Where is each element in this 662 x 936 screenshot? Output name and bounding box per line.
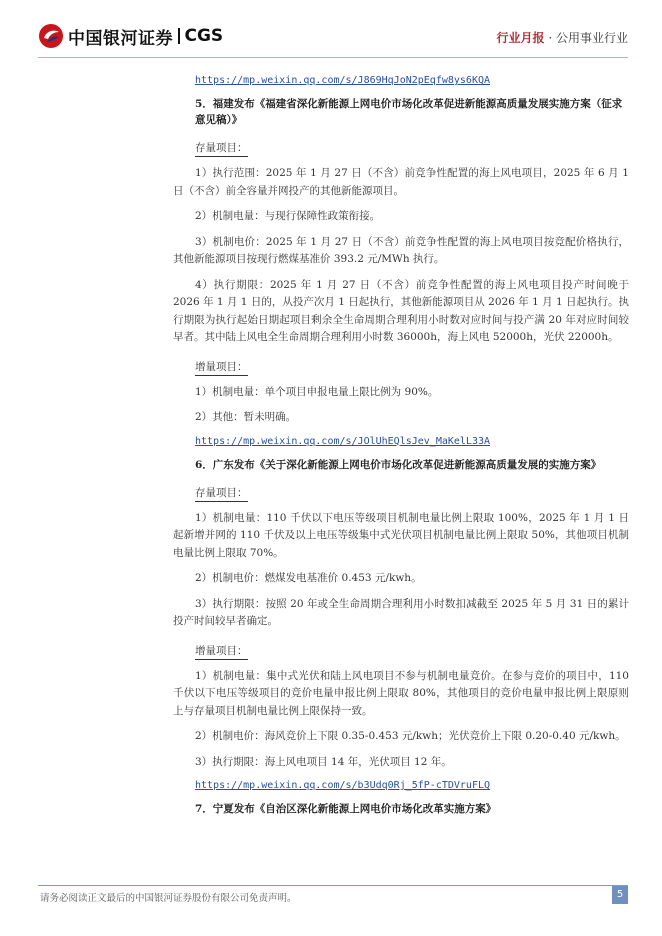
industry-name: 公用事业行业	[555, 31, 628, 45]
paragraph: 4）执行期限：2025 年 1 月 27 日（不含）前竞争性配置的海上风电项目投产时间晚于 2026 年 1 月 1 日的，从投产次月 1 日起执行，其他新能源项目从 2026 年 1 月 1 日起执行。执行期限为执行起始日期起项目剩余全生命周期合理利用小时数对应时间与投产满 20 年对应时间较早者。其中陆上风电全生命周期合理利用小时数 36000h，海上风电 52000h，光伏 22000h。	[173, 278, 629, 343]
source-link[interactable]: https://mp.weixin.qq.com/s/b3Udq0Rj_5fP-cTDVruFLQ	[195, 780, 491, 791]
paragraph: 3）机制电价：2025 年 1 月 27 日（不含）前竞争性配置的海上风电项目按竞配价格执行，其他新能源项目按现行燃煤基准价 393.2 元/MWh 执行。	[173, 235, 629, 265]
page-header	[0, 0, 662, 60]
header-divider	[38, 57, 628, 58]
paragraph: 1）机制电量：单个项目申报电量上限比例为 90%。	[195, 385, 439, 398]
company-logo	[38, 22, 223, 50]
section-heading: 7．宁夏发布《自治区深化新能源上网电价市场化改革实施方案》	[195, 803, 497, 815]
report-type: 行业月报	[496, 31, 545, 45]
source-link[interactable]: https://mp.weixin.qq.com/s/JOlUhEQlsJev_MaKelL33A	[195, 435, 491, 447]
page-number: 5	[612, 886, 628, 904]
logo-divider	[178, 28, 180, 44]
subsection-heading: 存量项目：	[195, 486, 248, 502]
section-heading: 5．福建发布《福建省深化新能源上网电价市场化改革促进新能源高质量发展实施方案（征求意见稿）》	[195, 98, 623, 126]
paragraph: 1）执行范围：2025 年 1 月 27 日（不含）前竞争性配置的海上风电项目，2025 年 6 月 1 日（不含）前全容量并网投产的其他新能源项目。	[173, 167, 629, 197]
subsection-heading: 增量项目：	[195, 360, 248, 376]
section-heading: 6．广东发布《关于深化新能源上网电价市场化改革促进新能源高质量发展的实施方案》	[195, 458, 602, 471]
subsection-heading: 增量项目：	[195, 644, 248, 660]
paragraph: 1）机制电量：110 千伏以下电压等级项目机制电量比例上限取 100%，2025 年 1 月 1 日起新增并网的 110 千伏及以上电压等级集中式光伏项目机制电量比例上限取 50%，其他项目机制电量比例上限取 70%。	[173, 511, 629, 559]
subsection-heading: 存量项目：	[195, 141, 248, 157]
footer-divider	[38, 885, 628, 886]
logo-english-text: CGS	[184, 26, 224, 46]
logo-chinese-text: 中国银河证券	[68, 28, 173, 49]
paragraph: 2）机制电价：燃煤发电基准价 0.453 元/kwh。	[195, 572, 422, 584]
paragraph: 2）机制电价：海风竞价上下限 0.35-0.453 元/kwh；光伏竞价上下限 0.20-0.40 元/kwh。	[195, 730, 626, 742]
paragraph: 3）执行期限：海上风电项目 14 年，光伏项目 12 年。	[195, 755, 452, 768]
header-separator: ·	[548, 31, 553, 45]
paragraph: 2）其他：暂未明确。	[195, 411, 297, 423]
source-link[interactable]: https://mp.weixin.qq.com/s/J869HqJoN2pEqfw8ys6KQA	[195, 75, 491, 86]
report-category	[496, 29, 628, 46]
paragraph: 3）执行期限：按照 20 年或全生命周期合理利用小时数扣减截至 2025 年 5 月 31 日的累计投产时间较早者确定。	[173, 597, 629, 627]
disclaimer-text: 请务必阅读正文最后的中国银河证券股份有限公司免责声明。	[40, 893, 297, 904]
paragraph: 2）机制电量：与现行保障性政策衔接。	[195, 210, 381, 222]
paragraph: 1）机制电量：集中式光伏和陆上风电项目不参与机制电量竞价。在参与竞价的项目中，110 千伏以下电压等级项目的竞价电量申报比例上限取 80%，其他项目的竞价电量申报比例上限原则上与存量项目机制电量比例上限保持一致。	[173, 669, 629, 717]
main-content	[173, 74, 629, 817]
cgs-logo-icon	[38, 23, 64, 49]
